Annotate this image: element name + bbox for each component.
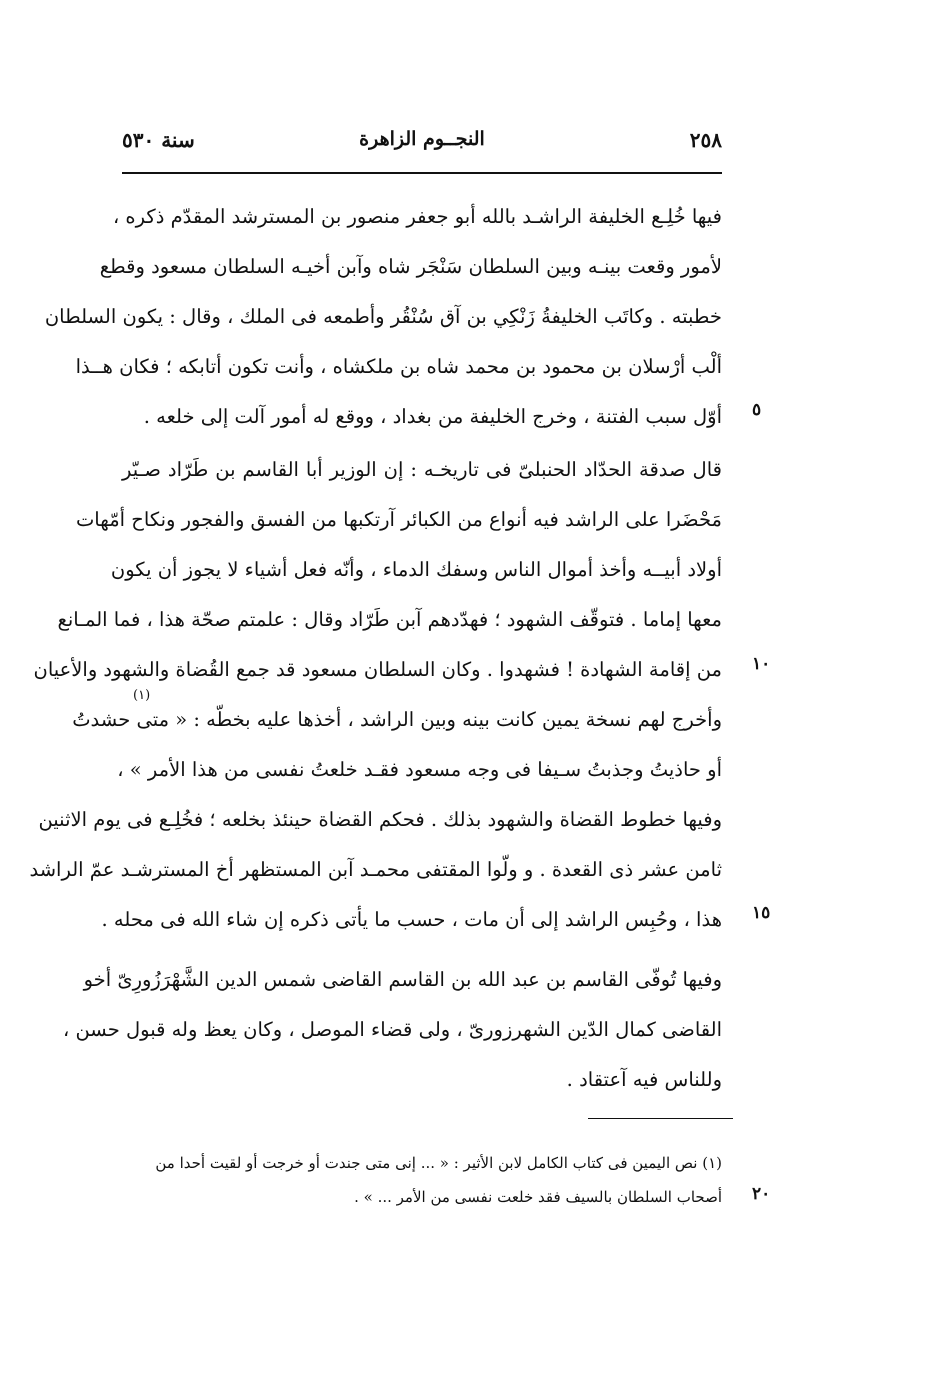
text-line: وفيها خطوط القضاة والشهود بذلك . فحكم القضاة حينئذ بخلعه ؛ فخُلِـع فى يوم الاثنين	[38, 808, 722, 831]
text-line: فيها خُلِـع الخليفة الراشـد بالله أبو جعفر منصور بن المسترشد المقدّم ذكره ،	[112, 205, 722, 228]
text-line: هذا ، وحُبِس الراشد إلى أن مات ، حسب ما يأتى ذكره إن شاء الله فى محله .	[101, 908, 722, 931]
footnote	[122, 1146, 722, 1214]
text-line: وفيها تُوفّى القاسم بن عبد الله بن القاسم القاضى شمس الدين الشَّهْرَزُورِىّ أخو	[83, 968, 722, 991]
page-header	[122, 128, 722, 168]
text-line: من إقامة الشهادة ! فشهدوا . وكان السلطان مسعود قد جمع القُضاة والشهود والأعيان	[33, 658, 722, 681]
text-line: أو حاذيتُ وجذبتُ سـيفا فى وجه مسعود فقـد خلعتُ نفسى من هذا الأمر » ،	[117, 758, 722, 781]
text-line: وأخرج لهم نسخة يمين كانت بينه وبين الراشد ، أخذها عليه بخطّه : « متى حشدتُ	[72, 708, 722, 731]
footnote-rule	[588, 1118, 733, 1119]
footnote-line: أصحاب السلطان بالسيف فقد خلعت نفسى من الأمر ... » .	[354, 1188, 722, 1206]
line-number-15: ١٥	[752, 903, 771, 923]
text-line: معها إماما . فتوقّف الشهود ؛ فهدّدهم آبن طَرّاد وقال : علمتم صحّة هذا ، فما المـانع	[57, 608, 722, 631]
running-title: النجــوم الزاهرة	[359, 128, 485, 150]
text-line: ألْب أرْسلان بن محمود بن محمد شاه بن ملكشاه ، وأنت تكون أتابكه ؛ فكان هــذا	[75, 355, 722, 378]
text-line: لأمور وقعت بينـه وبين السلطان سَنْجَر شاه وآبن أخيـه السلطان مسعود وقطع	[99, 255, 722, 278]
text-line: أوّل سبب الفتنة ، وخرج الخليفة من بغداد ، ووقع له أمور آلت إلى خلعه .	[143, 405, 722, 428]
page-number: ٢٥٨	[689, 128, 722, 152]
header-rule	[122, 172, 722, 174]
paragraph-1	[44, 192, 722, 442]
text-line: وللناس فيه آعتقاد .	[566, 1068, 722, 1091]
year-heading: سنة ٥٣٠	[122, 128, 195, 152]
text-line: مَحْضَرا على الراشد فيه أنواع من الكبائر آرتكبها من الفسق والفجور ونكاح أمّهات	[75, 508, 722, 531]
text-line: قال صدقة الحدّاد الحنبلىّ فى تاريخـه : إن الوزير أبا القاسم بن طَرّاد صـيّر	[122, 458, 722, 481]
text-line: خطبته . وكاتَب الخليفةُ زَنْكِي بن آق سُنْقُر وأطمعه فى الملك ، وقال : يكون السلطان	[44, 305, 722, 328]
footnote-line: (١) نص اليمين فى كتاب الكامل لابن الأثير : « ... إنى متى جندت أو خرجت أو لقيت أحدا من	[155, 1154, 722, 1172]
line-number-20: ٢٠	[752, 1184, 771, 1204]
text-line: القاضى كمال الدّين الشهرزورىّ ، ولى قضاء الموصل ، وكان يعظ وله قبول حسن ،	[62, 1018, 722, 1041]
paragraph-3	[62, 955, 722, 1105]
line-number-5: ٥	[752, 400, 762, 420]
paragraph-2	[29, 445, 722, 945]
text-line: ثامن عشر ذى القعدة . و ولّوا المقتفى محمـد آبن المستظهر أخ المسترشـد عمّ الراشد	[29, 858, 722, 881]
text-line: أولاد أبيــه وأخذ أموال الناس وسفك الدماء ، وأنّه فعل أشياء لا يجوز أن يكون	[110, 558, 722, 581]
footnote-reference: (١)	[133, 688, 151, 703]
line-number-10: ١٠	[752, 654, 771, 674]
